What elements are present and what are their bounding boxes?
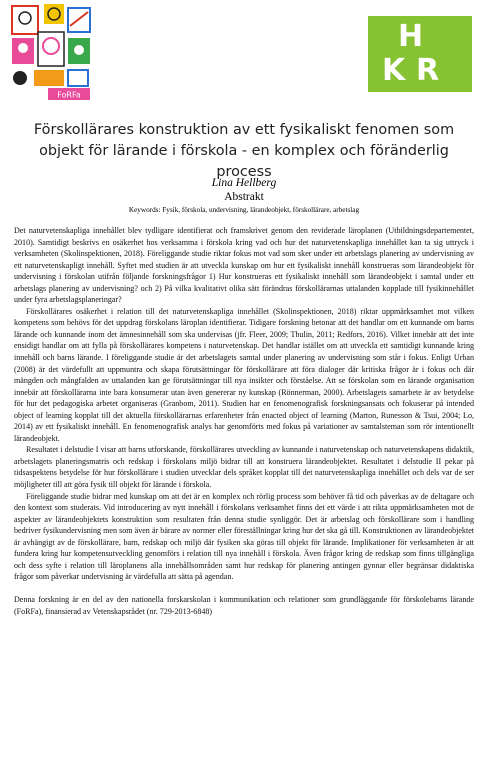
paragraph-1: Det naturvetenskapliga innehållet blev tydligare identifierat och framskrivet genom den reviderade läroplanen (Utbildningsdepartementet, 2010). Samtidigt beskrivs en osäkerhet hos verksamma i förskola kring vad och hur det naturvetenskapliga innehållet kan ta sig uttryck i verksamheten (Skolinspektionen, 2018). Föreliggande studie riktar fokus mot vad som sker under ett arbetslags planering av undervisning av ett naturvetenskapligt innehåll. Syftet med studien är att utveckla kunskap om hur ett fysikaliskt innehåll konstrueras som lärandeobjekt för undervisning i förskolan utifrån följande forskningsfrågor 1) Hur konstrueras ett fysikaliskt innehåll som lärandeobjekt i samtal under ett arbetslags planering av undervisning? och 2) På vilka kvalitativt olika sätt förändras förskollärarnas uttalanden kopplade till fysikinnehållet under fyra arbetslagsplaneringar? bbox=[14, 226, 474, 305]
hkr-letter-k: K bbox=[382, 53, 406, 88]
author-name: Lina Hellberg bbox=[211, 177, 277, 189]
hkr-letter-r: R bbox=[416, 53, 440, 88]
paper-title: Förskollärares konstruktion av ett fysikaliskt fenomen som objekt för lärande i förskola - en komplex och föränderlig process bbox=[33, 122, 455, 180]
abstract-body bbox=[14, 225, 474, 618]
funding-note: Denna forskning är en del av den nationella forskarskolan i kommunikation och relationer som grundläggande för förskolebarns lärande (FoRFa), finansierad av Vetenskapsrådet (nr. 729-2013-6848) bbox=[14, 595, 474, 616]
hkr-letter-h: H bbox=[398, 19, 424, 54]
abstract-heading: Abstrakt bbox=[224, 191, 264, 203]
forfa-logo-caption: FoRFa bbox=[57, 90, 81, 100]
paragraph-4: Föreliggande studie bidrar med kunskap om att det är en komplex och rörlig process som behöver få tid och påverkas av de deltagare och den kontext som studerats. Vid introducering av nytt innehåll i förskolans verksamhet finns det ett värde i att rikta uppmärksamheten mot de aspekter av lärandeobjektets konstruktion som resultaten från denna studie synliggör. Det är arbetslag och förskollärare som i handling bedriver fysikundervisning men som även är bärare av normer eller föreställningar kring hur det ska gå till. Konstruktionen av lärandeobjektet är avhängigt av de förskollärare, barn, redskap och miljö där fysiken ska göras till objekt för lärande. Implikationer för verksamheten är att fundera kring hur kompetensutveckling genomförs i relation till nya innehåll i förskola. Även frågor kring de redskap som finns tillgängliga och dess syfte i relation till läroplanens alla innehållsområden samt hur redskap för planering antingen gynnar eller begränsar didaktiska frågor som påverkar undervisning är värdefulla att sätta på agendan. bbox=[14, 491, 474, 582]
paragraph-3: Resultatet i delstudie I visar att barns utforskande, förskollärares utveckling av kunnande i naturvetenskap och naturvetenskapens didaktik, arbetslagets planeringsmatris och redskap i förskolans miljö bidrar till att konstruera lärandeobjektet. Resultatet i delstudie II pekar på tidsaspektens betydelse för hur förskollärare i studien utvecklar dels språket kopplat till det naturvetenskapliga innehållet och dels var de ser möjligheter till att göra fysik till objekt för lärande i förskola. bbox=[14, 445, 474, 490]
keywords-line: Keywords: Fysik, förskola, undervisning, lärandeobjekt, förskollärare, arbetslag bbox=[128, 206, 360, 214]
paragraph-2: Förskollärares osäkerhet i relation till det naturvetenskapliga innehållet (Skolinspektionen, 2018) riktar uppmärksamhet mot vilken kompetens som behövs för det uppdrag förskolans läroplan identifierar. Tidigare forskning betonar att det handlar om ett kunnande om barns lärande och kunnande inom det ämnesinnehåll som ska undervisas (jfr. Fleer, 2009; Thulin, 2011; Redfors, 2016). Vilket innebär att det inte ensidigt handlar om att fylla på förskollärares kompetens i naturvetenskap. Det handlar istället om att utveckla ett samtidigt kunnande kring innehåll och barns lärande. I föreliggande studie är det arbetslagets samtal under planering av undervisning som står i fokus. Enligt Urban (2008) är det värdefullt att uppmuntra och skapa förutsättningar för förskollärare att föra dialoger där kritiska frågor är i fokus och där mängden och mångfalden av uttalanden kan ge förutsättningar till nya insikter och förståelse. Att se förskolan som en lärande organisation innebär att förskollärarna inte bara konsumerar utan även genererar ny kunskap (Rönnerman, 2000). Arbetslagets samarbete är av betydelse för hur det pedagogiska arbetet organiseras (Granbom, 2011). Studien har en fenomenografisk forskningsansats och fokuserar på intended object of learning kopplat till det aktuella förskollärarnas erfarenheter från enacted object of learning (Marton, Runesson & Tsui, 2004; Lo, 2014) av ett fysikaliskt innehåll. En fenomenografisk analys har genomförts med fokus på variationer av samtalsteman som rör intentionellt lärandeobjekt. bbox=[14, 306, 474, 443]
hkr-logo bbox=[368, 16, 472, 92]
forfa-logo bbox=[8, 2, 94, 102]
